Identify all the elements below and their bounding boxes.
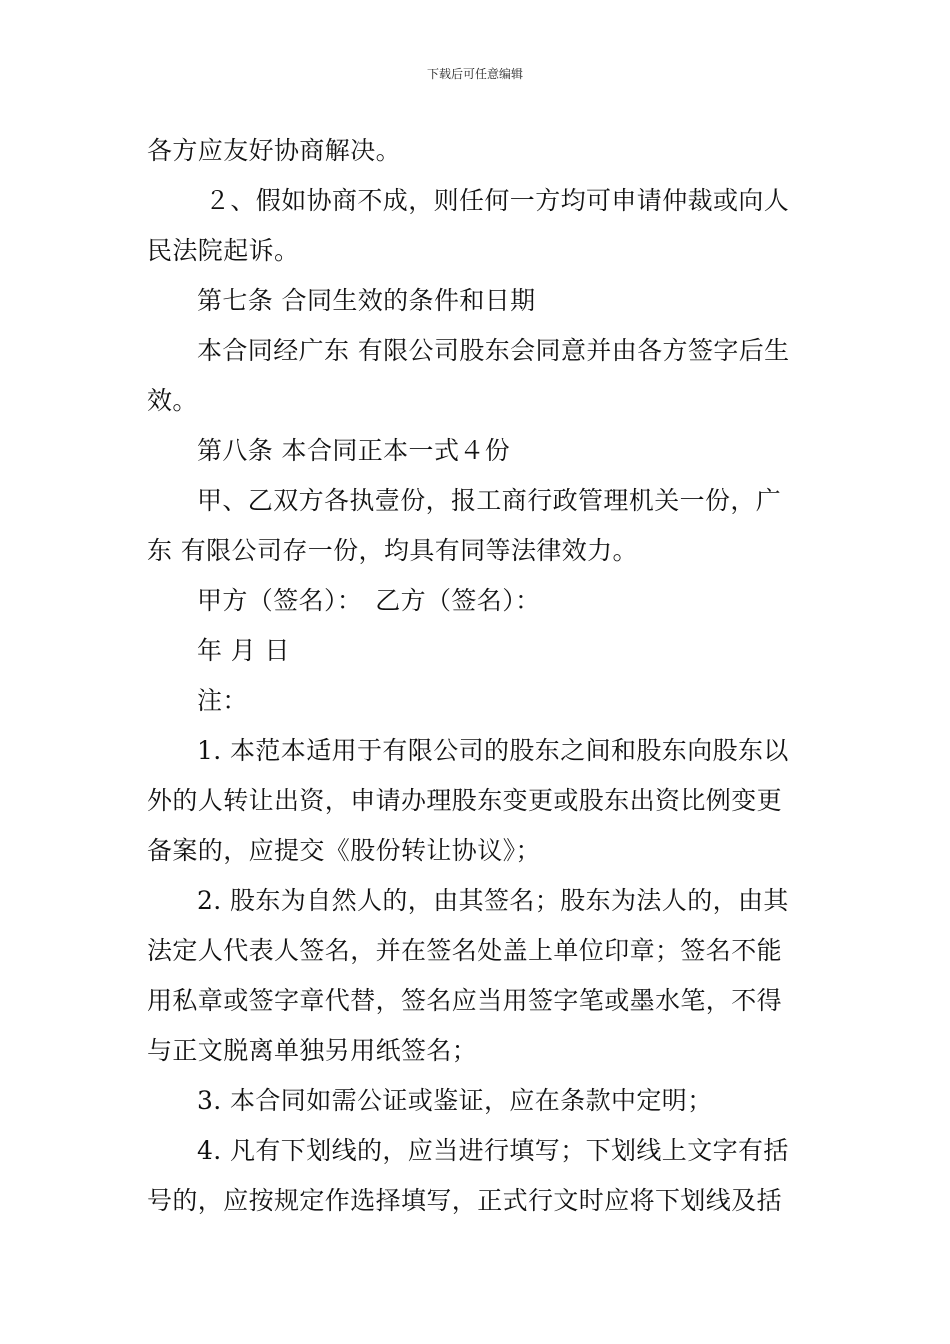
note-line: 号的，应按规定作选择填写，正式行文时应将下划线及括: [147, 1186, 783, 1215]
paragraph-line: 各方应友好协商解决。: [147, 136, 402, 165]
page-header: 下载后可任意编辑: [426, 67, 523, 81]
note-line: 用私章或签字章代替，签名应当用签字笔或墨水笔，不得: [147, 986, 783, 1015]
note-line: 1. 本范本适用于有限公司的股东之间和股东向股东以: [197, 736, 789, 765]
paragraph-line: 甲、乙双方各执壹份，报工商行政管理机关一份，广: [197, 486, 782, 515]
paragraph-line: 民法院起诉。: [147, 236, 300, 265]
paragraph-line: 效。: [147, 386, 198, 415]
note-line: 外的人转让出资，申请办理股东变更或股东出资比例变更: [147, 786, 783, 815]
note-line: 3. 本合同如需公证或鉴证，应在条款中定明；: [197, 1086, 713, 1115]
date-line: 年 月 日: [197, 636, 290, 665]
article-heading: 第七条 合同生效的条件和日期: [197, 286, 536, 315]
signature-line: 甲方（签名）： 乙方（签名）：: [197, 586, 541, 615]
note-line: 与正文脱离单独另用纸签名；: [147, 1036, 478, 1065]
paragraph-line: 东 有限公司存一份，均具有同等法律效力。: [147, 536, 638, 565]
paragraph-line: ２、假如协商不成，则任何一方均可申请仲裁或向人: [205, 186, 790, 215]
note-line: 4. 凡有下划线的，应当进行填写；下划线上文字有括: [197, 1136, 789, 1165]
notes-heading: 注：: [197, 686, 248, 715]
note-line: 法定人代表人签名，并在签名处盖上单位印章；签名不能: [147, 936, 783, 965]
article-heading: 第八条 本合同正本一式４份: [197, 436, 511, 465]
note-line: 备案的，应提交《股份转让协议》；: [147, 836, 541, 865]
document-body: [147, 126, 807, 1226]
paragraph-line: 本合同经广东 有限公司股东会同意并由各方签字后生: [197, 336, 790, 365]
note-line: 2. 股东为自然人的，由其签名；股东为法人的，由其: [197, 886, 789, 915]
